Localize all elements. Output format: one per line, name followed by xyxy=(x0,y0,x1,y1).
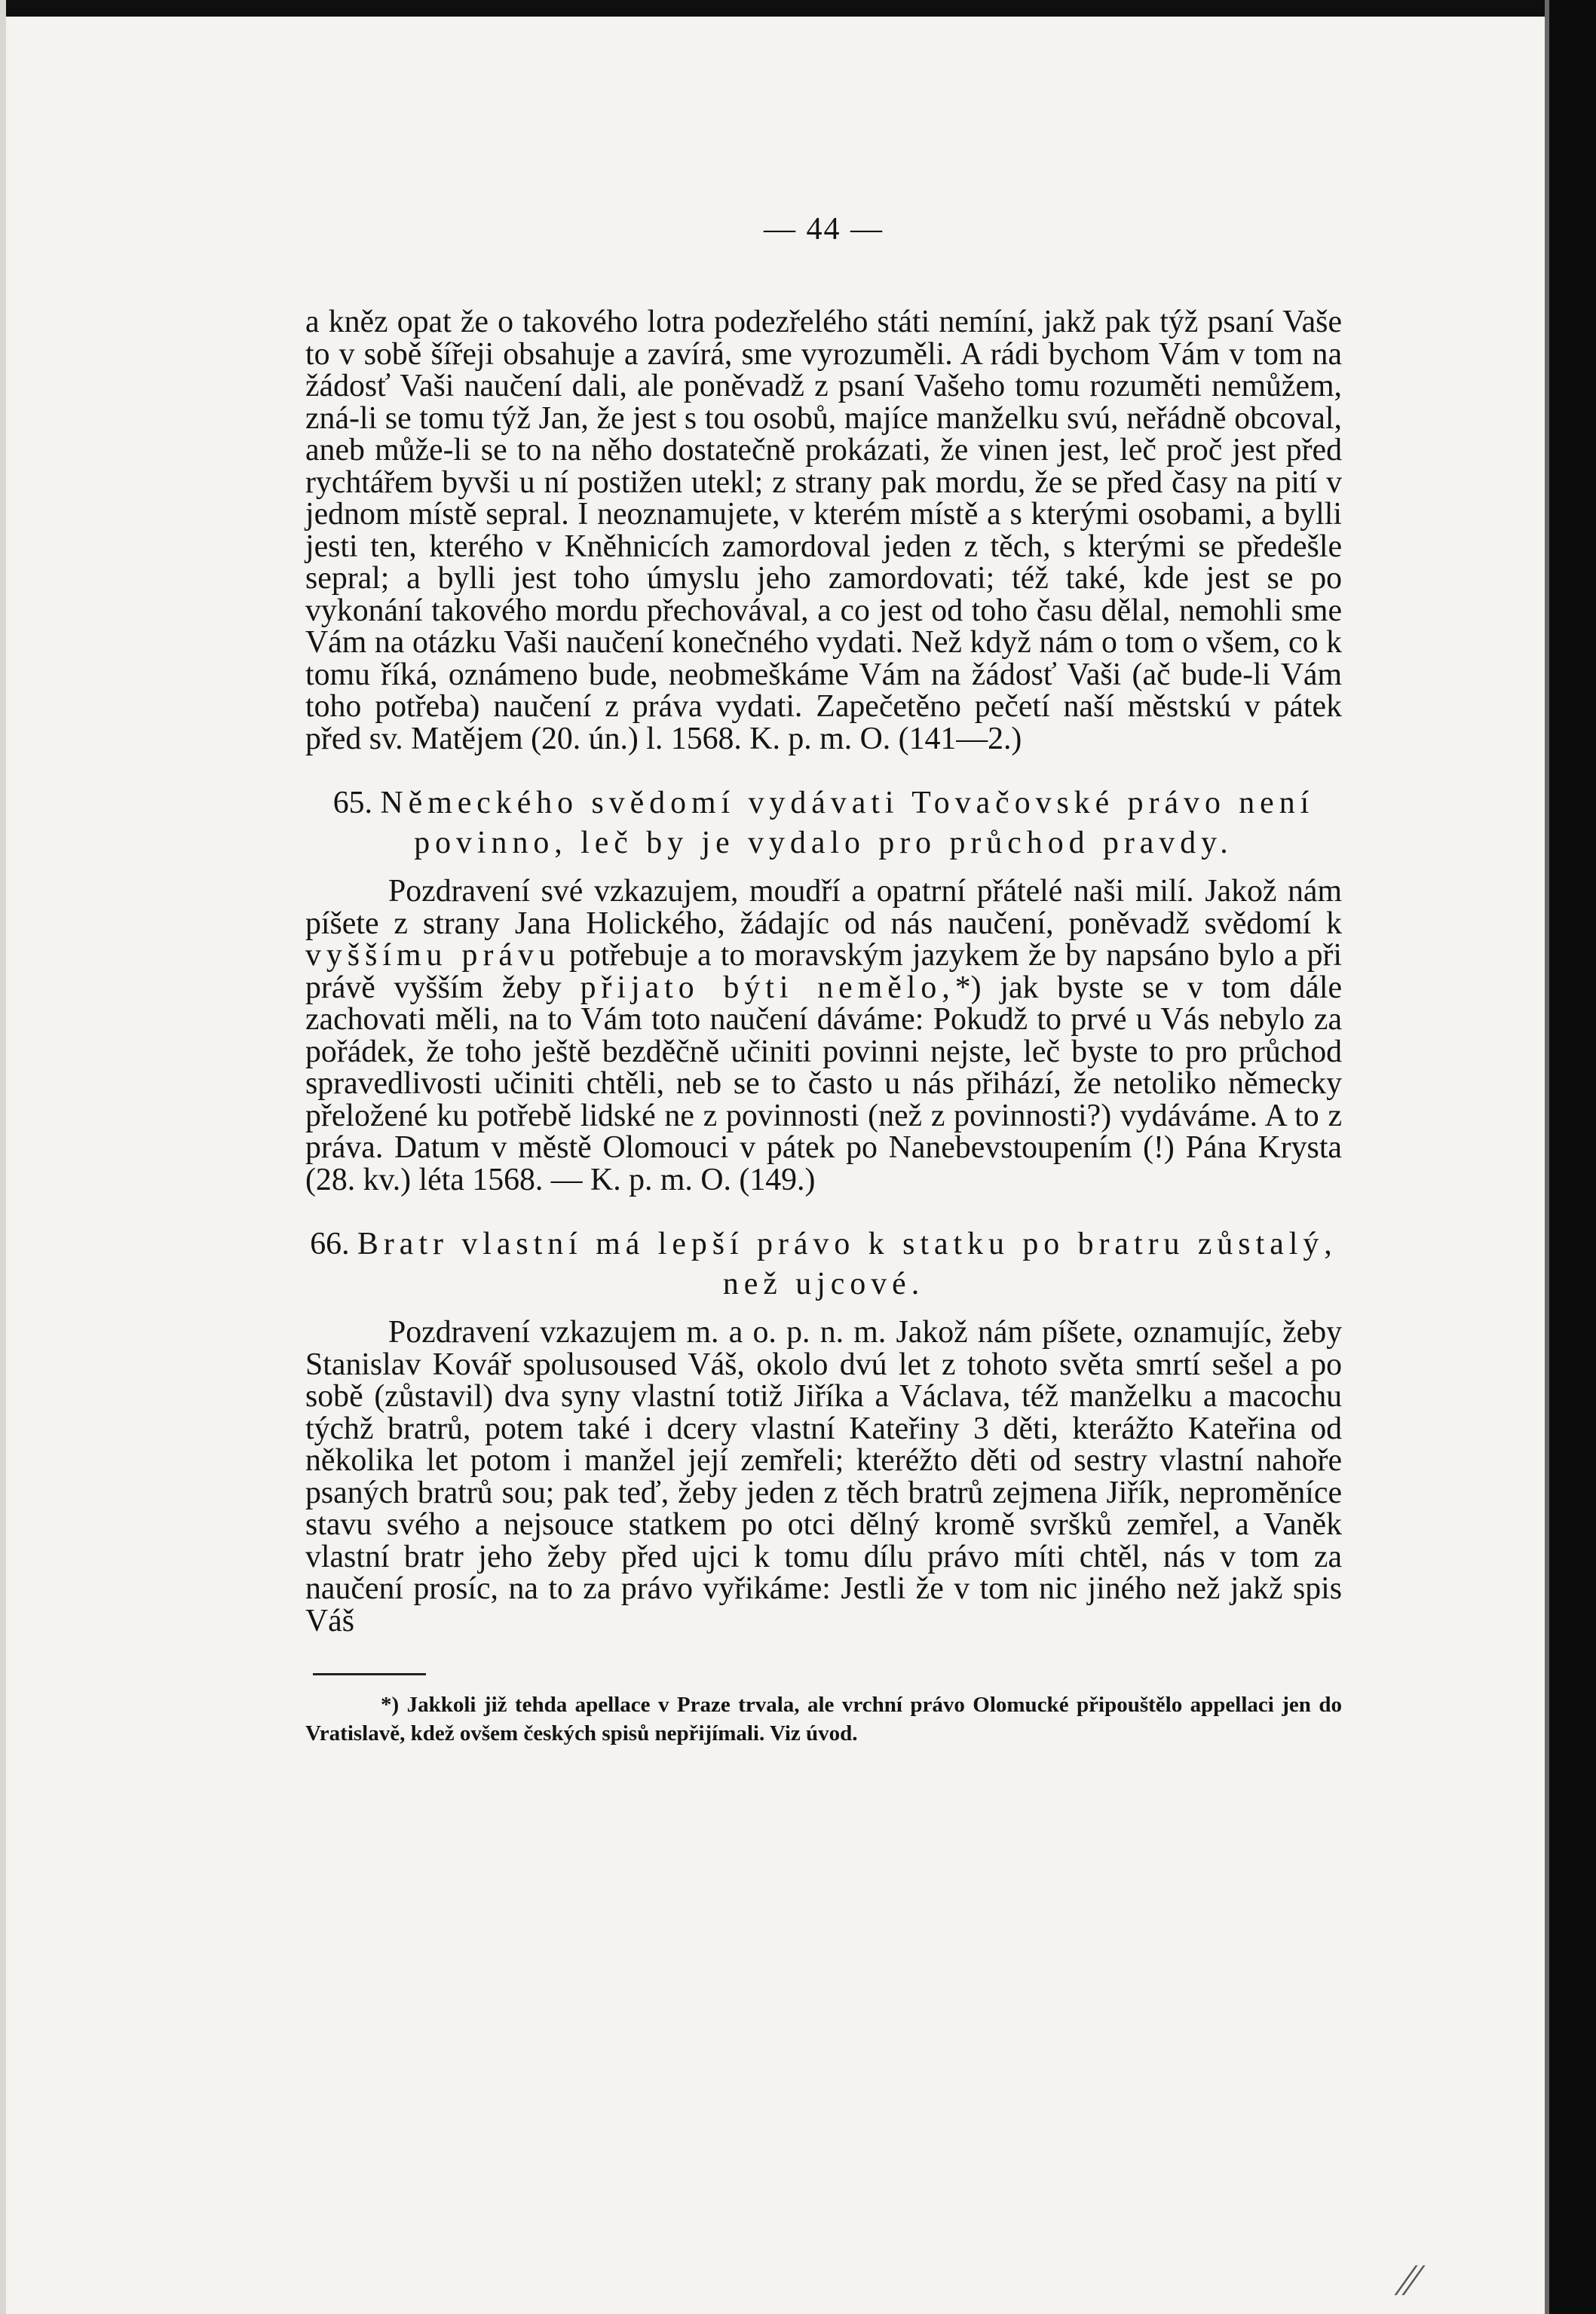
section-65-text-b: potřebuje a to moravským jazykem že by napsáno bylo a při právě vyšším žeby xyxy=(305,938,1343,1005)
page-number: — 44 — xyxy=(764,212,884,247)
scan-margin-mark: ⁄⁄ xyxy=(1402,2255,1418,2305)
section-65-text-c: *) jak byste se v tom dále zachovati měli, na to Vám toto naučení dáváme: Pokudž to prvé u Vás nebylo za pořádek, že toho ještě bezděčně učiniti povinni nejste, leč byste to pro průchod spravedlivosti učiniti chtěli, neb se to často u nás přihází, že netoliko německy přeložené ku potřebě lidské ne z povinnosti (než z povinnosti?) vydáváme. A to z práva. Datum v městě Olomouci v pátek po Nanebevstoupením (!) Pána Krysta (28. kv.) léta 1568. — K. p. m. O. (149.) xyxy=(305,970,1342,1197)
scan-right-edge xyxy=(1549,0,1596,2314)
section-66-number: 66. xyxy=(310,1227,350,1261)
section-66-heading xyxy=(305,1224,1342,1304)
section-65-spaced-a: vyššímu právu xyxy=(305,938,560,973)
paragraph-continuation: a kněz opat že o takového lotra podezřelého státi nemíní, jakž pak týž psaní Vaše to v sobě šířeji obsahuje a zavírá, sme vyrozuměli. A rádi bychom Vám v tom na žádosť Vaši naučení dali, ale poněvadž z psaní Vašeho tomu rozuměti nemůžem, zná-li se tomu týž Jan, že jest s tou osobů, majíce manželku svú, neřádně obcoval, aneb může-li se to na něho dostatečně prokázati, že vinen jest, leč proč jest před rychtářem byvši u ní postižen utekl; z strany pak mordu, že se před časy na pití v jednom místě sepral. I neoznamujete, v kterém místě a s kterými osobami, a bylli jesti ten, kterého v Kněhnicích zamordoval jeden z těch, s kterými se předešle sepral; a bylli jest toho úmyslu jeho zamordovati; též také, kde jest se po vykonání takového mordu přechovával, a co jest od toho času dělal, nemohli sme Vám na otázku Vaši naučení konečného vydati. Než když nám o tom o všem, co k tomu říká, oznámeno bude, neobmeškáme Vám na žádosť Vaši (ač bude-li Vám toho potřeba) naučení z práva vydati. Zapečetěno pečetí naší městskú v pátek před sv. Matějem (20. ún.) l. 1568. K. p. m. O. (141—2.) xyxy=(305,305,1342,756)
scan-top-edge xyxy=(0,0,1596,17)
section-65-text-a: Pozdravení své vzkazujem, moudří a opatrní přátelé naši milí. Jakož nám píšete z strany Jana Holického, žádajíc od nás naučení, poněvadž svědomí k xyxy=(305,874,1342,941)
section-65-number: 65. xyxy=(332,786,372,820)
scan-left-edge xyxy=(0,0,6,2314)
section-66-title: Bratr vlastní má lepší právo k statku po bratru zůstalý, než ujcové. xyxy=(357,1227,1337,1301)
footnote: *) Jakkoli již tehda apellace v Praze trvala, ale vrchní právo Olomucké připouštělo appellaci jen do Vratislavě, kdež ovšem českých spisů nepřijímali. Viz úvod. xyxy=(305,1693,1342,1745)
section-65-heading xyxy=(305,783,1342,863)
page-content xyxy=(305,211,1342,2096)
section-66-body: Pozdravení vzkazujem m. a o. p. n. m. Jakož nám píšete, oznamujíc, žeby Stanislav Kovář spolusoused Váš, okolo dvú let z tohoto světa smrtí sešel a po sobě (zůstavil) dva syny vlastní totiž Jiříka a Václava, též manželku a macochu týchž bratrů, potem také i dcery vlastní Kateřiny 3 děti, kterážto Kateřina od několika let potom i manžel její zemřeli; kteréžto děti od sestry vlastní nahoře psaných bratrů sou; pak teď, žeby jeden z těch bratrů zejmena Jiřík, nepromĕníce stavu svého a nejsouce statkem po otci dělný kromě svršků zemřel, a Vaněk vlastní bratr jeho žeby před ujci k tomu dílu právo míti chtěl, nás v tom za naučení prosíc, na to za právo vyřikáme: Jestli že v tom nic jiného než jakž spis Váš xyxy=(305,1315,1342,1638)
section-65-title: Německého svědomí vydávati Tovačovské právo není povinno, leč by je vydalo pro průchod pravdy. xyxy=(380,786,1315,860)
section-65-spaced-b: přijato býti nemělo, xyxy=(580,970,955,1005)
section-65-body xyxy=(305,875,1342,1196)
footnote-rule xyxy=(313,1673,426,1675)
